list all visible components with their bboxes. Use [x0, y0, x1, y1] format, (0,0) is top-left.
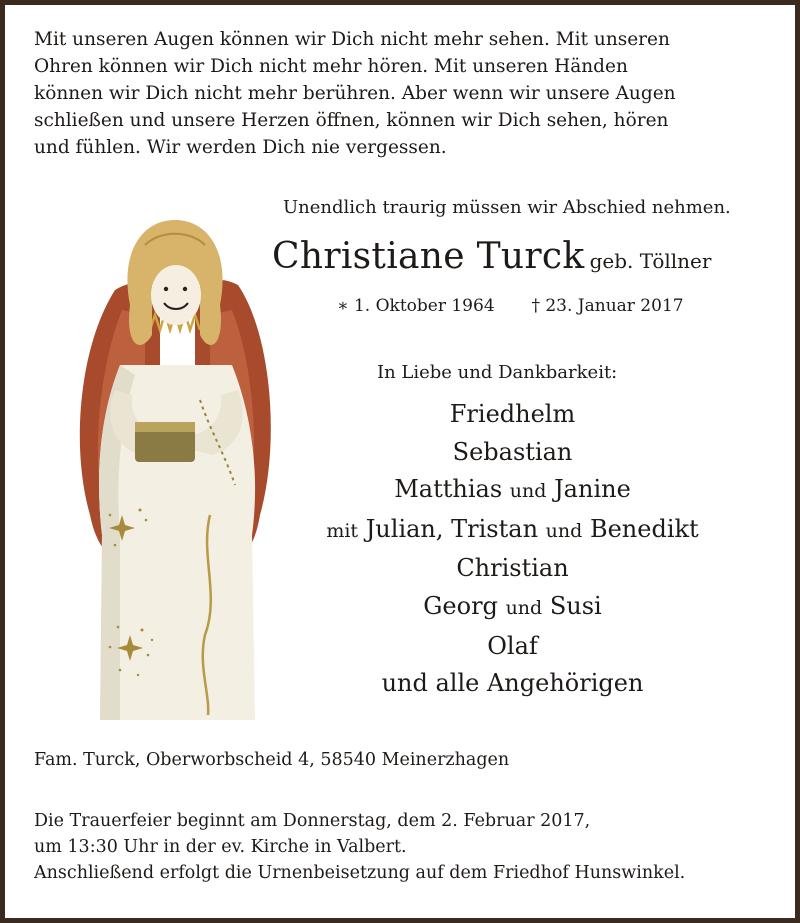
- mourner-name: Julian, Tristan: [365, 514, 539, 543]
- family-address: Fam. Turck, Oberworbscheid 4, 58540 Meinerzhagen: [34, 750, 510, 770]
- death-date: 23. Januar 2017: [545, 296, 684, 316]
- farewell-intro: Unendlich traurig müssen wir Abschied nehmen.: [283, 197, 731, 218]
- conjunction: und: [509, 480, 547, 503]
- mourner-name: und alle Angehörigen: [381, 669, 644, 698]
- angel-illustration: [60, 215, 290, 725]
- mourner-name: Sebastian: [452, 437, 573, 466]
- deceased-name: Christiane Turck: [272, 236, 585, 277]
- birth-date: 1. Oktober 1964: [353, 296, 495, 316]
- ceremony-line: Die Trauerfeier beginnt am Donnerstag, dem 2. Februar 2017,: [34, 811, 591, 831]
- mourner-name: Matthias: [394, 475, 503, 504]
- poem-line: können wir Dich nicht mehr berühren. Aber wenn wir unsere Augen: [34, 83, 676, 104]
- poem: [34, 26, 734, 161]
- death-symbol: †: [531, 296, 540, 316]
- thanks-line: In Liebe und Dankbarkeit:: [377, 362, 618, 383]
- conjunction: und: [505, 596, 543, 619]
- poem-line: Mit unseren Augen können wir Dich nicht mehr sehen. Mit unseren: [34, 29, 670, 50]
- mourner-name: Benedikt: [589, 514, 699, 543]
- mourner-row: [270, 588, 755, 628]
- ceremony-line: Anschließend erfolgt die Urnenbeisetzung auf dem Friedhof Hunswinkel.: [34, 863, 686, 883]
- poem-line: Ohren können wir Dich nicht mehr hören. Mit unseren Händen: [34, 56, 628, 77]
- conjunction: mit: [326, 519, 359, 542]
- birth-symbol: ∗: [337, 296, 349, 316]
- ceremony-line: um 13:30 Uhr in der ev. Kirche in Valbert.: [34, 837, 407, 857]
- ceremony-info: [34, 808, 685, 886]
- mourner-name: Christian: [456, 554, 569, 583]
- mourner-name: Friedhelm: [449, 400, 576, 428]
- mourner-name: Georg: [423, 591, 498, 620]
- mourner-row: [270, 511, 755, 551]
- mourners-list: [270, 396, 755, 703]
- life-dates: [337, 296, 684, 316]
- mourner-row: [270, 471, 755, 511]
- deceased-name-line: [272, 236, 711, 277]
- mourner-name: Susi: [549, 591, 602, 620]
- poem-line: schließen und unsere Herzen öffnen, können wir Dich sehen, hören: [34, 110, 669, 131]
- poem-line: und fühlen. Wir werden Dich nie vergessen.: [34, 137, 447, 158]
- mourner-name: Janine: [554, 475, 631, 504]
- maiden-name: geb. Töllner: [589, 249, 712, 273]
- mourner-name: Olaf: [487, 631, 538, 660]
- conjunction: und: [545, 519, 583, 542]
